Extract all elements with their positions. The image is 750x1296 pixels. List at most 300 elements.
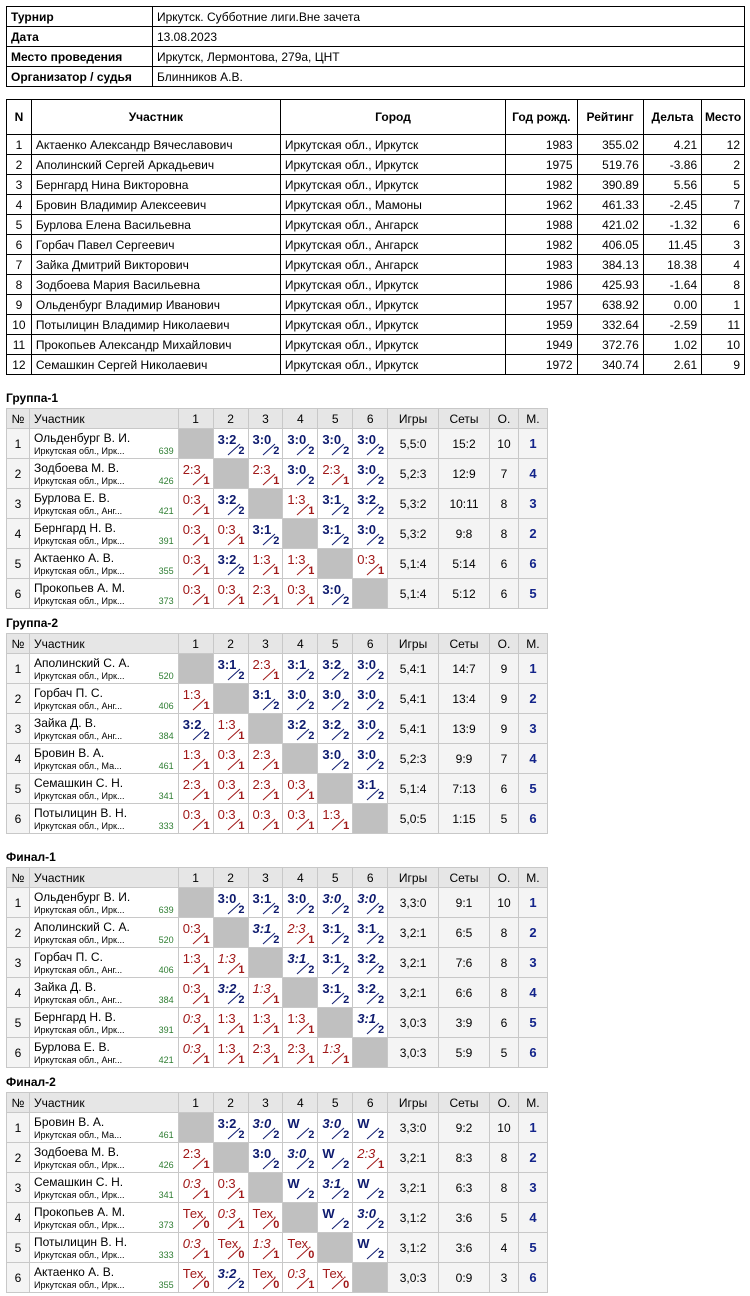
group-column-header: Участник (29, 868, 178, 888)
match-score: 3:2 (217, 1266, 237, 1281)
match-result (283, 1038, 318, 1068)
match-score: 3:1 (287, 951, 307, 966)
match-result (178, 1038, 213, 1068)
player-name: Зодбоева М. В. (33, 461, 120, 475)
group-row (7, 489, 548, 519)
match-score: 2:3 (252, 582, 271, 597)
match-points: 1 (273, 475, 280, 487)
column-header: Участник (31, 100, 280, 135)
self-cell (178, 888, 213, 918)
group-column-header: 2 (213, 409, 248, 429)
match-points: 2 (308, 445, 315, 457)
match-result (353, 1203, 388, 1233)
group-row (7, 1173, 548, 1203)
table-cell: -1.32 (643, 215, 701, 235)
sets-cell: 5:9 (439, 1038, 490, 1068)
match-score: W (357, 1116, 370, 1131)
points-cell: 8 (489, 489, 518, 519)
table-cell: Иркутская обл., Иркутск (280, 335, 505, 355)
player-cell (29, 1038, 178, 1068)
self-cell (353, 579, 388, 609)
games-cell: 5,2:3 (388, 459, 439, 489)
match-result (248, 459, 283, 489)
match-result (283, 888, 318, 918)
group-title: Финал-1 (6, 850, 56, 864)
table-cell: Иркутская обл., Иркутск (280, 295, 505, 315)
match-points: 2 (273, 1159, 280, 1171)
match-score: 3:0 (217, 891, 237, 906)
match-result (213, 1233, 248, 1263)
player-city: Иркутская обл., Ирк... (33, 1025, 125, 1035)
group-row (7, 684, 548, 714)
match-result (248, 684, 283, 714)
match-score: 3:2 (217, 981, 237, 996)
match-score: 3:0 (357, 432, 377, 447)
player-cell (29, 918, 178, 948)
match-score: 1:3 (217, 1011, 236, 1026)
table-cell: 1959 (506, 315, 577, 335)
match-points: 1 (203, 1159, 210, 1171)
player-name: Прокопьев А. М. (33, 1205, 126, 1219)
table-row (7, 215, 745, 235)
info-row (7, 27, 745, 47)
table-cell: Иркутская обл., Мамоны (280, 195, 505, 215)
match-points: 2 (343, 535, 350, 547)
player-city: Иркутская обл., Анг... (33, 1055, 123, 1065)
info-value: 13.08.2023 (153, 27, 745, 47)
match-result (213, 774, 248, 804)
player-city: Иркутская обл., Анг... (33, 701, 123, 711)
table-cell: 3 (702, 235, 745, 255)
match-result (353, 978, 388, 1008)
table-cell: Иркутская обл., Иркутск (280, 315, 505, 335)
table-cell: 2 (702, 155, 745, 175)
group-column-header: Сеты (439, 634, 490, 654)
row-number: 4 (7, 519, 30, 549)
points-cell: 8 (489, 978, 518, 1008)
games-cell: 3,2:1 (388, 1173, 439, 1203)
player-cell (29, 519, 178, 549)
match-result (248, 654, 283, 684)
place-cell: 1 (518, 654, 547, 684)
row-number: 3 (7, 1173, 30, 1203)
games-cell: 3,2:1 (388, 978, 439, 1008)
player-name: Ольденбург В. И. (33, 890, 131, 904)
match-points: 2 (378, 790, 385, 802)
group-column-header: 4 (283, 634, 318, 654)
place-cell: 6 (518, 1038, 547, 1068)
match-score: 3:2 (217, 492, 237, 507)
match-points: 1 (378, 1159, 385, 1171)
player-name: Бернгард Н. В. (33, 1010, 117, 1024)
match-points: 1 (238, 1054, 245, 1066)
player-city: Иркутская обл., Ирк... (33, 536, 125, 546)
match-points: 1 (203, 820, 210, 832)
row-number: 5 (7, 1008, 30, 1038)
group-row (7, 1203, 548, 1233)
info-key: Турнир (7, 7, 153, 27)
match-points: 1 (203, 565, 210, 577)
match-result (213, 1263, 248, 1293)
row-number: 1 (7, 429, 30, 459)
match-score: 3:0 (322, 1116, 342, 1131)
match-result (283, 948, 318, 978)
games-cell: 3,0:3 (388, 1008, 439, 1038)
sets-cell: 3:9 (439, 1008, 490, 1038)
player-name: Горбач П. С. (33, 686, 103, 700)
match-points: 2 (273, 934, 280, 946)
group-column-header: № (7, 868, 30, 888)
match-points: 0 (343, 1279, 350, 1291)
sets-cell: 6:3 (439, 1173, 490, 1203)
match-points: 1 (203, 505, 210, 517)
games-cell: 5,1:4 (388, 549, 439, 579)
match-result (318, 684, 353, 714)
player-city: Иркутская обл., Анг... (33, 731, 123, 741)
group-column-header: 2 (213, 1093, 248, 1113)
match-result (213, 654, 248, 684)
column-header: Год рожд. (506, 100, 577, 135)
self-cell (248, 489, 283, 519)
group-column-header: № (7, 409, 30, 429)
match-points: 1 (273, 565, 280, 577)
player-rating: 373 (158, 1220, 174, 1230)
place-cell: 3 (518, 714, 547, 744)
match-points: 1 (273, 1054, 280, 1066)
match-result (213, 549, 248, 579)
player-rating: 426 (158, 476, 174, 486)
match-result (178, 714, 213, 744)
player-name: Зодбоева М. В. (33, 1145, 120, 1159)
player-cell (29, 489, 178, 519)
self-cell (318, 1008, 353, 1038)
match-score: 2:3 (182, 777, 201, 792)
match-points: 1 (273, 670, 280, 682)
group-row (7, 1113, 548, 1143)
match-result (213, 1113, 248, 1143)
match-score: 3:0 (252, 1146, 272, 1161)
match-points: 2 (343, 760, 350, 772)
points-cell: 6 (489, 774, 518, 804)
table-cell: 9 (702, 355, 745, 375)
points-cell: 9 (489, 714, 518, 744)
match-score: 3:2 (357, 492, 377, 507)
group-row (7, 918, 548, 948)
match-score: 3:2 (217, 552, 237, 567)
player-city: Иркутская обл., Ирк... (33, 935, 125, 945)
group-header (7, 1093, 548, 1113)
match-score: 3:0 (287, 432, 307, 447)
group-column-header: 4 (283, 409, 318, 429)
sets-cell: 0:9 (439, 1263, 490, 1293)
match-points: 1 (273, 994, 280, 1006)
match-points: 2 (378, 934, 385, 946)
player-name: Ольденбург В. И. (33, 431, 131, 445)
match-points: 2 (378, 700, 385, 712)
match-points: 2 (238, 505, 245, 517)
match-score: 0:3 (182, 1041, 201, 1056)
match-points: 1 (308, 934, 315, 946)
match-result (353, 519, 388, 549)
match-points: 2 (308, 904, 315, 916)
info-value: Иркутск, Лермонтова, 279а, ЦНТ (153, 47, 745, 67)
match-score: 2:3 (252, 1041, 271, 1056)
match-score: W (357, 1176, 370, 1191)
group-column-header: 4 (283, 868, 318, 888)
info-row (7, 47, 745, 67)
table-row (7, 315, 745, 335)
games-cell: 3,3:0 (388, 888, 439, 918)
match-score: 3:2 (217, 1116, 237, 1131)
match-result (248, 429, 283, 459)
group-column-header: 5 (318, 1093, 353, 1113)
match-score: 2:3 (182, 462, 201, 477)
row-number: 3 (7, 948, 30, 978)
match-score: 1:3 (182, 747, 201, 762)
points-cell: 7 (489, 744, 518, 774)
group-row (7, 429, 548, 459)
table-cell: 1982 (506, 235, 577, 255)
match-score: 2:3 (252, 747, 271, 762)
match-result (248, 888, 283, 918)
match-result (353, 948, 388, 978)
points-cell: 9 (489, 684, 518, 714)
place-cell: 5 (518, 1008, 547, 1038)
table-cell: Прокопьев Александр Михайлович (31, 335, 280, 355)
group-row (7, 948, 548, 978)
table-cell: Бурлова Елена Васильевна (31, 215, 280, 235)
group-table (6, 867, 548, 1068)
match-result (283, 774, 318, 804)
match-score: Тех. (322, 1266, 347, 1281)
match-points: 1 (308, 505, 315, 517)
points-cell: 5 (489, 1038, 518, 1068)
match-score: 3:0 (357, 891, 377, 906)
row-number: 2 (7, 459, 30, 489)
place-cell: 5 (518, 774, 547, 804)
match-result (178, 1203, 213, 1233)
games-cell: 5,4:1 (388, 714, 439, 744)
match-score: 2:3 (357, 1146, 376, 1161)
match-score: 2:3 (252, 462, 271, 477)
player-cell (29, 1113, 178, 1143)
match-score: 0:3 (287, 582, 306, 597)
match-result (178, 1008, 213, 1038)
row-number: 5 (7, 1233, 30, 1263)
place-cell: 3 (518, 1173, 547, 1203)
row-number: 6 (7, 804, 30, 834)
place-cell: 5 (518, 1233, 547, 1263)
group-header (7, 868, 548, 888)
table-cell: 638.92 (577, 295, 643, 315)
match-result (318, 978, 353, 1008)
match-score: 1:3 (217, 951, 236, 966)
match-points: 1 (378, 565, 385, 577)
match-score: 3:0 (287, 687, 307, 702)
match-score: 0:3 (287, 777, 306, 792)
match-score: 0:3 (357, 552, 376, 567)
games-cell: 5,1:4 (388, 579, 439, 609)
match-result (178, 1233, 213, 1263)
table-cell: Горбач Павел Сергеевич (31, 235, 280, 255)
table-cell: 5 (702, 175, 745, 195)
match-result (248, 1263, 283, 1293)
table-cell: 406.05 (577, 235, 643, 255)
match-score: 2:3 (252, 657, 271, 672)
match-score: 1:3 (252, 1236, 271, 1251)
table-cell: 11.45 (643, 235, 701, 255)
match-result (318, 1038, 353, 1068)
match-points: 1 (203, 1024, 210, 1036)
match-result (283, 1143, 318, 1173)
match-result (318, 948, 353, 978)
table-cell: -2.45 (643, 195, 701, 215)
sets-cell: 13:9 (439, 714, 490, 744)
match-points: 1 (273, 595, 280, 607)
match-result (178, 579, 213, 609)
match-points: 2 (238, 445, 245, 457)
match-score: 1:3 (252, 552, 271, 567)
match-result (178, 1143, 213, 1173)
player-rating: 373 (158, 596, 174, 606)
player-cell (29, 774, 178, 804)
points-cell: 8 (489, 519, 518, 549)
match-score: 0:3 (287, 1266, 306, 1281)
match-score: 0:3 (182, 807, 201, 822)
group-column-header: М. (518, 1093, 547, 1113)
place-cell: 6 (518, 549, 547, 579)
group-column-header: Сеты (439, 409, 490, 429)
table-cell: Бровин Владимир Алексеевич (31, 195, 280, 215)
group-row (7, 549, 548, 579)
match-score: 0:3 (217, 582, 236, 597)
place-cell: 4 (518, 1203, 547, 1233)
group-column-header: Сеты (439, 1093, 490, 1113)
group-column-header: 2 (213, 634, 248, 654)
match-points: 2 (308, 1129, 315, 1141)
player-name: Зайка Д. В. (33, 716, 97, 730)
points-cell: 6 (489, 579, 518, 609)
match-score: 0:3 (182, 552, 201, 567)
group-header (7, 409, 548, 429)
match-result (213, 579, 248, 609)
match-result (213, 519, 248, 549)
row-number: 2 (7, 684, 30, 714)
match-result (178, 978, 213, 1008)
player-rating: 639 (158, 446, 174, 456)
table-row (7, 135, 745, 155)
match-score: 0:3 (182, 492, 201, 507)
table-cell: 18.38 (643, 255, 701, 275)
match-result (353, 888, 388, 918)
table-cell: Актаенко Александр Вячеславович (31, 135, 280, 155)
table-cell: Зодбоева Мария Васильевна (31, 275, 280, 295)
table-cell: -3.86 (643, 155, 701, 175)
table-cell: Иркутская обл., Ангарск (280, 255, 505, 275)
match-score: 0:3 (182, 1011, 201, 1026)
match-score: 1:3 (287, 492, 306, 507)
place-cell: 1 (518, 1113, 547, 1143)
group-row (7, 744, 548, 774)
match-score: 3:0 (287, 1146, 307, 1161)
match-points: 2 (343, 505, 350, 517)
player-rating: 406 (158, 965, 174, 975)
table-row (7, 275, 745, 295)
match-points: 2 (378, 1219, 385, 1231)
table-cell: 1957 (506, 295, 577, 315)
group-column-header: № (7, 1093, 30, 1113)
match-points: 1 (308, 1279, 315, 1291)
self-cell (283, 744, 318, 774)
table-cell: 372.76 (577, 335, 643, 355)
sets-cell: 12:9 (439, 459, 490, 489)
match-points: 1 (203, 1054, 210, 1066)
games-cell: 3,2:1 (388, 948, 439, 978)
match-result (353, 714, 388, 744)
column-header: N (7, 100, 32, 135)
group-row (7, 1143, 548, 1173)
match-result (248, 804, 283, 834)
row-number: 1 (7, 654, 30, 684)
match-result (353, 1113, 388, 1143)
table-cell: 8 (702, 275, 745, 295)
player-cell (29, 654, 178, 684)
table-cell: 0.00 (643, 295, 701, 315)
table-cell: Зайка Дмитрий Викторович (31, 255, 280, 275)
match-result (178, 918, 213, 948)
match-result (353, 489, 388, 519)
group-row (7, 579, 548, 609)
match-score: 3:0 (357, 1206, 377, 1221)
match-points: 1 (308, 1024, 315, 1036)
table-cell: -1.64 (643, 275, 701, 295)
player-rating: 341 (158, 1190, 174, 1200)
group-row (7, 888, 548, 918)
self-cell (283, 519, 318, 549)
match-score: 3:0 (357, 747, 377, 762)
table-cell: 12 (7, 355, 32, 375)
self-cell (318, 774, 353, 804)
table-cell: Аполинский Сергей Аркадьевич (31, 155, 280, 175)
table-cell: Иркутская обл., Иркутск (280, 275, 505, 295)
match-result (213, 714, 248, 744)
player-name: Аполинский С. А. (33, 920, 130, 934)
match-score: 3:0 (357, 657, 377, 672)
match-result (353, 1143, 388, 1173)
group-title: Группа-2 (6, 616, 59, 630)
match-result (213, 888, 248, 918)
match-points: 2 (343, 904, 350, 916)
group-column-header: Сеты (439, 868, 490, 888)
group-column-header: 3 (248, 1093, 283, 1113)
match-score: W (357, 1236, 370, 1251)
player-cell (29, 804, 178, 834)
self-cell (353, 804, 388, 834)
match-result (283, 459, 318, 489)
match-points: 1 (343, 820, 350, 832)
player-city: Иркутская обл., Ирк... (33, 1160, 125, 1170)
match-result (353, 459, 388, 489)
player-cell (29, 714, 178, 744)
games-cell: 3,1:2 (388, 1203, 439, 1233)
match-score: 3:1 (322, 492, 342, 507)
match-points: 1 (203, 994, 210, 1006)
player-name: Потылицин В. Н. (33, 1235, 128, 1249)
sets-cell: 5:12 (439, 579, 490, 609)
table-cell: 384.13 (577, 255, 643, 275)
match-points: 2 (343, 1159, 350, 1171)
self-cell (178, 429, 213, 459)
